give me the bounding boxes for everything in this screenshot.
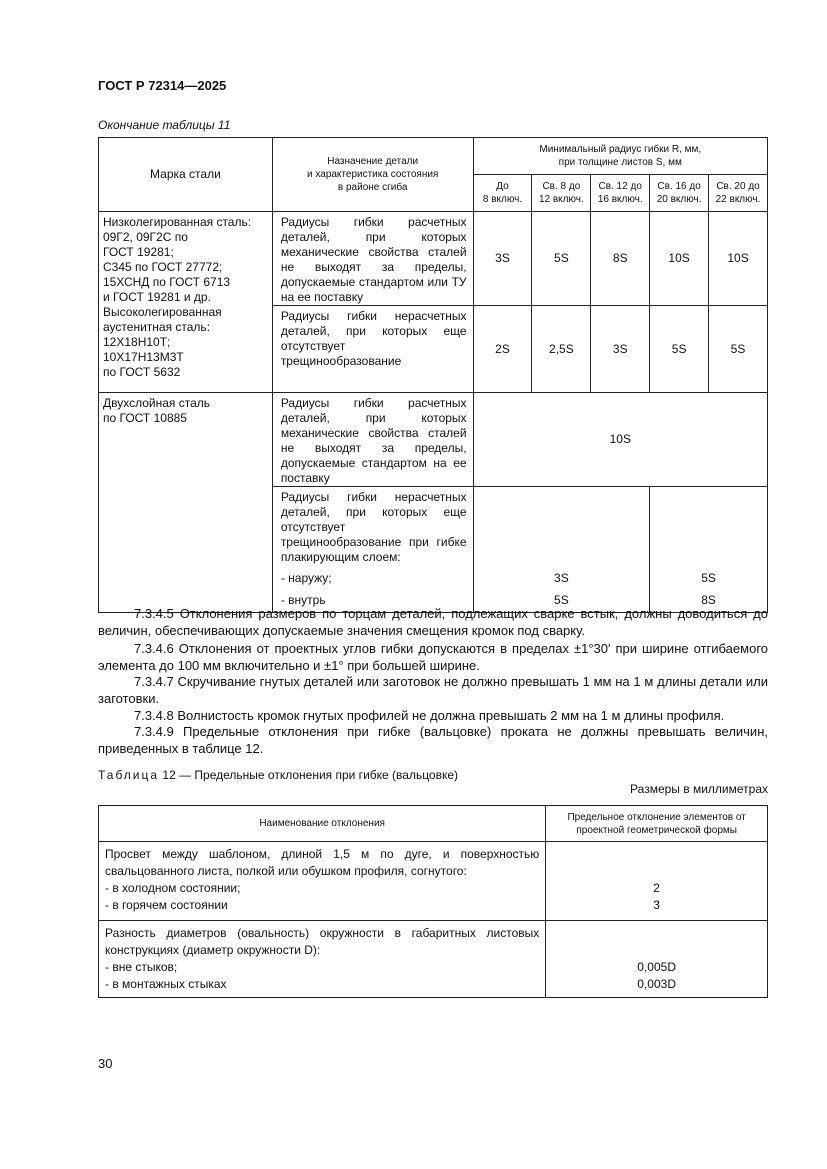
radius-value: 5S	[709, 306, 768, 393]
header-deviation-limit: Предельное отклонение элементов от проектной геометрической формы	[546, 806, 768, 842]
radius-value-group: 5S 8S	[650, 487, 768, 613]
radius-value: 10S	[650, 212, 709, 306]
steel-grade-cell: Низколегированная сталь: 09Г2, 09Г2С по ГОСТ 19281; С345 по ГОСТ 27772; 15ХСНД по ГОСТ 6713 и ГОСТ 19281 и др. Высоколегированная аустенитная сталь: 12Х18Н10Т; 10Х17Н13М3Т по ГОСТ 5632	[99, 212, 273, 393]
paragraph: 7.3.4.5 Отклонения размеров по торцам деталей, подлежащих сварке встык, должны доводиться до величин, обеспечивающих допускаемые значения смещения кромок под сварку.	[98, 606, 768, 638]
radius-value: 5S	[650, 306, 709, 393]
radius-value-group: 3S 5S	[473, 487, 650, 613]
header-min-radius: Минимальный радиус гибки R, мм, при толщине листов S, мм	[473, 138, 767, 175]
page-number: 30	[98, 1056, 113, 1071]
header-deviation-name: Наименование отклонения	[99, 806, 546, 842]
table-units-note: Размеры в миллиметрах	[630, 782, 768, 796]
radius-value: 3S	[473, 212, 532, 306]
radius-value: 10S	[709, 212, 768, 306]
header-steel-grade: Марка стали	[99, 138, 273, 212]
purpose-cell: Радиусы гибки нерасчетных деталей, при которых еще отсутствует трещинообразование	[272, 306, 473, 393]
header-purpose: Назначение детали и характеристика состояния в районе сгиба	[272, 138, 473, 212]
radius-value: 2S	[473, 306, 532, 393]
table-11	[98, 137, 768, 613]
radius-value: 10S	[473, 393, 767, 487]
header-thickness-col: Св. 20 до 22 включ.	[709, 175, 768, 212]
deviation-cell: Разность диаметров (овальность) окружности в габаритных листовых конструкциях (диаметр окружности D): - вне стыков; - в монтажных стыках	[99, 921, 546, 998]
header-thickness-col: Св. 16 до 20 включ.	[650, 175, 709, 212]
deviation-value-cell: 2 3	[546, 842, 768, 921]
radius-value: 3S	[591, 306, 650, 393]
paragraph: 7.3.4.8 Волнистость кромок гнутых профилей не должна превышать 2 мм на 1 м длины профиля.	[134, 708, 725, 723]
table-12-caption: Таблица 12 — Предельные отклонения при гибке (вальцовке)	[98, 768, 459, 782]
purpose-cell: Радиусы гибки расчетных деталей, при которых механические свойства сталей не выходят за пределы, допускаемые стандартом на ее поставку	[272, 393, 473, 487]
header-thickness-col: До 8 включ.	[473, 175, 532, 212]
deviation-cell: Просвет между шаблоном, длиной 1,5 м по дуге, и поверхностью свальцованного листа, полкой или обушком профиля, согнутого: - в холодном состоянии; - в горячем состоянии	[99, 842, 546, 921]
radius-value: 2,5S	[532, 306, 591, 393]
table-continuation-caption: Окончание таблицы 11	[98, 118, 231, 132]
radius-value: 5S	[532, 212, 591, 306]
steel-grade-cell: Двухслойная сталь по ГОСТ 10885	[99, 393, 273, 613]
paragraph: 7.3.4.9 Предельные отклонения при гибке (вальцовке) проката не должны превышать величин, приведенных в таблице 12.	[98, 724, 768, 756]
purpose-cell: Радиусы гибки расчетных деталей, при которых механические свойства сталей не выходят за пределы, допускаемые стандартом или ТУ на ее поставку	[272, 212, 473, 306]
table-12	[98, 805, 768, 998]
purpose-cell: Радиусы гибки нерасчетных деталей, при которых еще отсутствует трещинообразование при гибке плакирующим слоем: - наружу; - внутрь	[272, 487, 473, 613]
header-thickness-col: Св. 12 до 16 включ.	[591, 175, 650, 212]
header-thickness-col: Св. 8 до 12 включ.	[532, 175, 591, 212]
radius-value: 8S	[591, 212, 650, 306]
paragraph: 7.3.4.6 Отклонения от проектных углов гибки допускаются в пределах ±1°30′ при ширине отгибаемого элемента до 100 мм включительно и ±1° при большей ширине.	[98, 641, 768, 673]
document-title: ГОСТ Р 72314—2025	[98, 78, 227, 93]
paragraph: 7.3.4.7 Скручивание гнутых деталей или заготовок не должно превышать 1 мм на 1 м длины детали или заготовки.	[98, 674, 768, 706]
deviation-value-cell: 0,005D 0,003D	[546, 921, 768, 998]
